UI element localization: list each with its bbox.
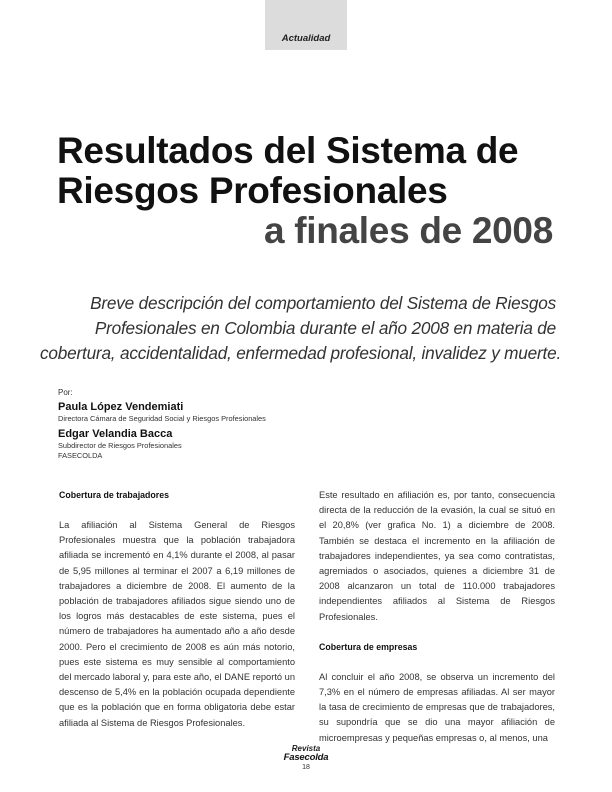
byline-label: Por:	[58, 388, 73, 397]
section-tab	[265, 0, 347, 50]
right-column	[319, 488, 555, 761]
section-heading: Cobertura de empresas	[319, 641, 418, 652]
title-line-1: Resultados del Sistema de	[57, 130, 519, 171]
body-paragraph: La afiliación al Sistema General de Riesgos Profesionales muestra que la población trabajadora afiliada se incrementó en 4,1% durante el 2008, al pasar de 5,95 millones al terminar el 2007 a 6,19 millones de trabajadores a diciembre de 2008. El aumento de la población de trabajadores afiliados sigue siendo uno de los logros más destacables de este sistema, pues el número de trabajadores ha aumentado año a año desde 2000. Pero el crecimiento de 2008 es aún más notorio, pues este sistema es muy sensible al comportamiento del mercado laboral y, para este año, el DANE reportó un descenso de 5,4% en la población ocupada dependiente que es la población que en forma obligatoria debe estar afiliada al Sistema de Riesgos Profesionales.	[59, 520, 295, 728]
byline	[58, 388, 358, 461]
subtitle-line-3: cobertura, accidentalidad, enfermedad profesional, invalidez y muerte.	[40, 343, 562, 363]
section-label: Actualidad	[281, 33, 331, 44]
author-organization: FASECOLDA	[58, 451, 103, 460]
left-column	[59, 488, 295, 746]
magazine-logo: Fasecolda	[283, 752, 329, 763]
subtitle-line-2: Profesionales en Colombia durante el año 2008 en materia de	[94, 318, 556, 338]
article-title	[57, 131, 557, 251]
author-role: Directora Cámara de Seguridad Social y Riesgos Profesionales	[58, 414, 266, 423]
article-subtitle	[40, 291, 562, 366]
page-number: 18	[302, 764, 310, 771]
section-heading: Cobertura de trabajadores	[59, 490, 169, 500]
title-line-3: a finales de 2008	[263, 210, 553, 251]
magazine-logo-top: Revista	[291, 744, 321, 753]
footer	[270, 744, 342, 773]
title-line-2: Riesgos Profesionales	[57, 170, 448, 211]
author-name: Paula López Vendemiati	[58, 401, 184, 413]
subtitle-line-1: Breve descripción del comportamiento del Sistema de Riesgos	[90, 293, 556, 313]
author-name: Edgar Velandia Bacca	[58, 428, 173, 440]
author-role: Subdirector de Riesgos Profesionales	[58, 441, 182, 450]
body-paragraph: Al concluir el año 2008, se observa un incremento del 7,3% en el número de empresas afiliadas. Al ser mayor la tasa de crecimiento de empresas que de trabajadores, su supondría que se dio una mayor afiliación de microempresas y pequeñas empresas o, al menos, una	[319, 671, 555, 743]
body-paragraph: Este resultado en afiliación es, por tanto, consecuencia directa de la reducción de la evasión, la cual se situó en el 20,8% (ver grafica No. 1) a diciembre de 2008. También se destaca el incremento en la afiliación de trabajadores independientes, ya sea como contratistas, agremiados o asociados, quienes a diciembre 31 de 2008 alcanzaron un total de 110.000 trabajadores independientes afiliados al Sistema de Riesgos Profesionales.	[319, 490, 555, 622]
